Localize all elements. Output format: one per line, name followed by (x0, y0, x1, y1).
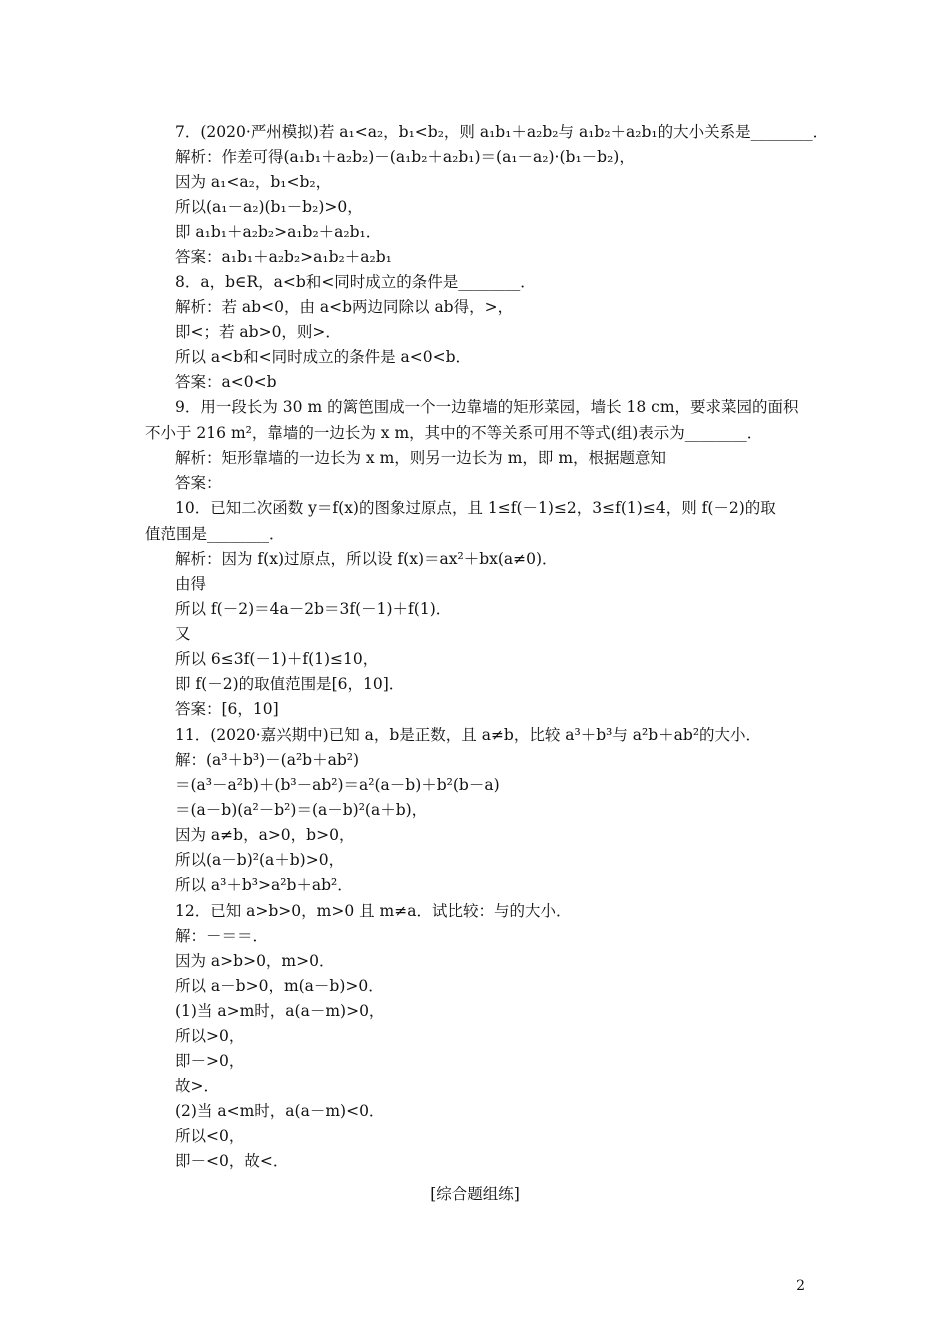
text-line: 所以 6≤3f(－1)＋f(1)≤10， (175, 650, 379, 668)
text-line: 所以 a－b>0，m(a－b)>0． (175, 977, 384, 995)
text-line: 因为 a>b>0，m>0． (175, 952, 335, 970)
text-line: 解析：矩形靠墙的一边长为 x m，则另一边长为 m，即 m，根据题意知 (175, 449, 667, 467)
page-number: 2 (796, 1278, 805, 1294)
text-line: 值范围是________． (145, 525, 285, 543)
text-line: ＝(a³－a²b)＋(b³－ab²)＝a²(a－b)＋b²(b－a) (175, 776, 500, 794)
text-line: 所以<0， (175, 1127, 245, 1145)
text-line: 即 a₁b₁＋a₂b₂>a₁b₂＋a₂b₁． (175, 223, 382, 241)
text-line: 所以(a₁－a₂)(b₁－b₂)>0， (175, 198, 363, 216)
text-line: 所以 a³＋b³>a²b＋ab²． (175, 876, 353, 894)
text-line: 9．用一段长为 30 m 的篱笆围成一个一边靠墙的矩形菜园，墙长 18 cm，要求菜园的面积 (175, 398, 799, 416)
text-line: 答案：[6，10] (175, 700, 279, 718)
text-line: 即－<0，故<． (175, 1152, 289, 1170)
text-line: 由得 (175, 575, 207, 593)
text-line: 11．(2020·嘉兴期中)已知 a，b是正数，且 a≠b，比较 a³＋b³与 a²b＋ab²的大小． (175, 726, 762, 744)
text-line: 答案：a<0<b (175, 373, 277, 391)
text-line: 8．a，b∈R，a<b和<同时成立的条件是________． (175, 273, 536, 291)
text-line: 答案：a₁b₁＋a₂b₂>a₁b₂＋a₂b₁ (175, 248, 392, 266)
text-line: 因为 a≠b，a>0，b>0， (175, 826, 355, 844)
text-line: 所以 a<b和<同时成立的条件是 a<0<b． (175, 348, 471, 366)
text-line: ＝(a－b)(a²－b²)＝(a－b)²(a＋b)， (175, 801, 428, 819)
text-line: 解析：因为 f(x)过原点，所以设 f(x)＝ax²＋bx(a≠0)． (175, 550, 558, 568)
text-line: 即<；若 ab>0，则>． (175, 323, 341, 341)
text-line: (1)当 a>m时，a(a－m)>0， (175, 1002, 385, 1020)
text-line: 解：－＝＝． (175, 927, 269, 945)
text-line: 解析：作差可得(a₁b₁＋a₂b₂)－(a₁b₂＋a₂b₁)＝(a₁－a₂)·(b₁－b₂)， (175, 148, 635, 166)
text-line: 所以 f(－2)＝4a－2b＝3f(－1)＋f(1)． (175, 600, 452, 618)
text-line: 解析：若 ab<0，由 a<b两边同除以 ab得，>， (175, 298, 514, 316)
text-line: (2)当 a<m时，a(a－m)<0． (175, 1102, 385, 1120)
text-line: 即 f(－2)的取值范围是[6，10]． (175, 675, 405, 693)
text-line: 故>． (175, 1077, 219, 1095)
text-line: 不小于 216 m²，靠墙的一边长为 x m，其中的不等关系可用不等式(组)表示为________． (145, 424, 763, 442)
text-line: 因为 a₁<a₂，b₁<b₂， (175, 173, 332, 191)
text-line: 10．已知二次函数 y＝f(x)的图象过原点，且 1≤f(－1)≤2，3≤f(1)≤4，则 f(－2)的取 (175, 499, 776, 517)
text-line: 答案： (175, 474, 222, 492)
text-line: 解：(a³＋b³)－(a²b＋ab²) (175, 751, 360, 769)
text-line: 又 (175, 625, 191, 643)
text-line: 即－>0， (175, 1052, 245, 1070)
text-line: 所以>0， (175, 1027, 245, 1045)
text-line: 12．已知 a>b>0，m>0 且 m≠a．试比较：与的大小． (175, 902, 572, 920)
text-line: 所以(a－b)²(a＋b)>0， (175, 851, 345, 869)
text-line: 7．(2020·严州模拟)若 a₁<a₂，b₁<b₂，则 a₁b₁＋a₂b₂与 a₁b₂＋a₂b₁的大小关系是________． (175, 123, 829, 141)
section-title: [综合题组练] (430, 1185, 520, 1203)
